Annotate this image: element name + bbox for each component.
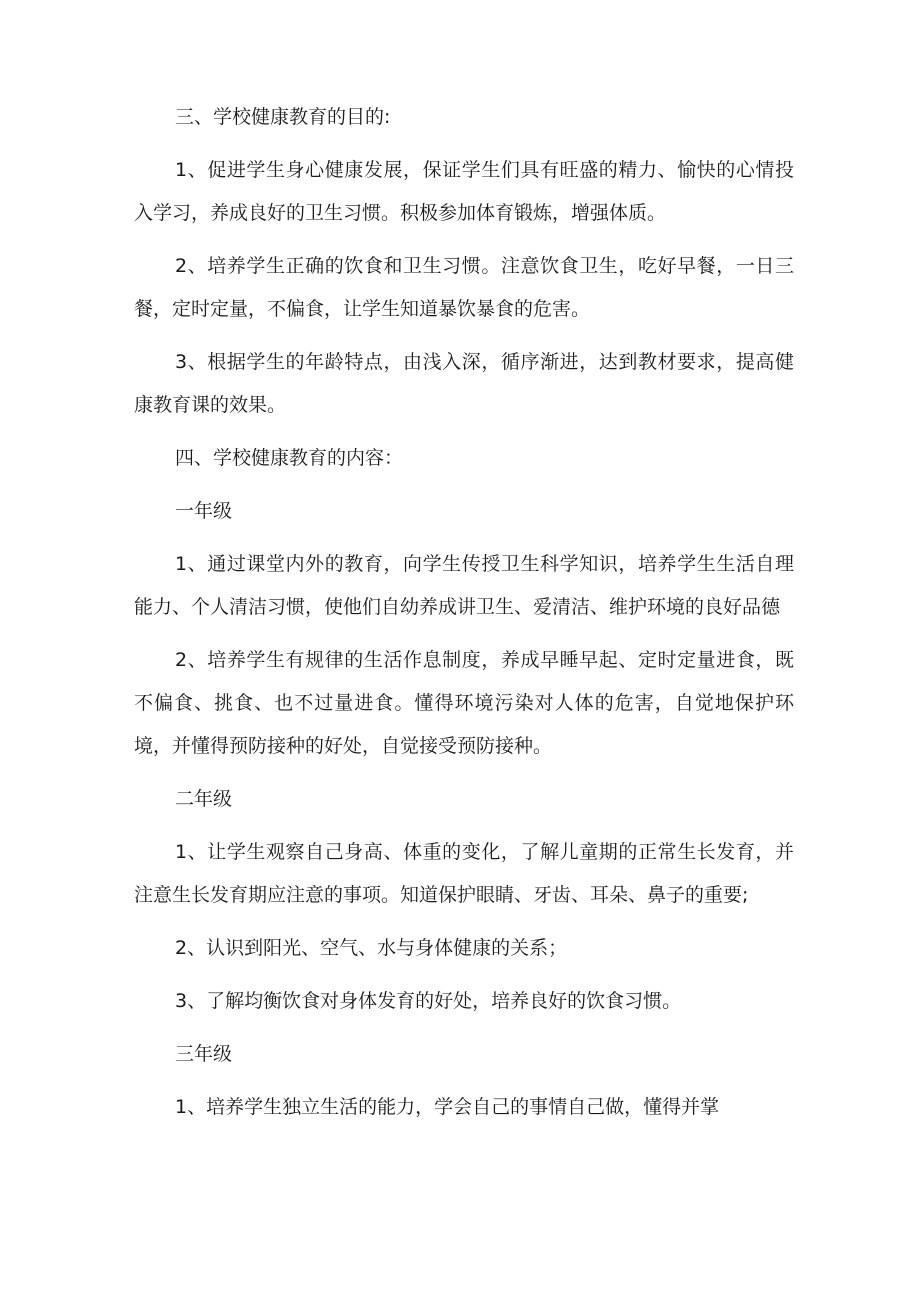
paragraph-grade2-1: 1、让学生观察自己身高、体重的变化，了解儿童期的正常生长发育，并注意生长发育期应注意的事项。知道保护眼睛、牙齿、耳朵、鼻子的重要; bbox=[134, 841, 794, 906]
paragraph-purpose-2: 2、培养学生正确的饮食和卫生习惯。注意饮食卫生，吃好早餐，一日三餐，定时定量，不偏食，让学生知道暴饮暴食的危害。 bbox=[134, 255, 794, 320]
paragraph-grade2-2: 2、认识到阳光、空气、水与身体健康的关系； bbox=[175, 937, 568, 959]
paragraph-grade3-1: 1、培养学生独立生活的能力，学会自己的事情自己做，懂得并掌 bbox=[175, 1096, 720, 1118]
paragraph-purpose-1: 1、促进学生身心健康发展，保证学生们具有旺盛的精力、愉快的心情投入学习，养成良好的卫生习惯。积极参加体育锻炼，增强体质。 bbox=[134, 159, 794, 224]
paragraph-grade1-2: 2、培养学生有规律的生活作息制度，养成早睡早起、定时定量进食，既不偏食、挑食、也不过量进食。懂得环境污染对人体的危害，自觉地保护环境，并懂得预防接种的好处，自觉接受预防接种。 bbox=[134, 649, 794, 757]
document-body bbox=[134, 96, 794, 1139]
grade-heading-3: 三年级 bbox=[175, 1043, 233, 1065]
grade-heading-2: 二年级 bbox=[175, 788, 233, 810]
section-heading-purpose: 三、学校健康教育的目的: bbox=[175, 106, 391, 128]
section-heading-content: 四、学校健康教育的内容： bbox=[175, 447, 404, 469]
paragraph-grade2-3: 3、了解均衡饮食对身体发育的好处，培养良好的饮食习惯。 bbox=[175, 990, 682, 1012]
grade-heading-1: 一年级 bbox=[175, 500, 233, 522]
paragraph-grade1-1: 1、通过课堂内外的教育，向学生传授卫生科学知识，培养学生生活自理能力、个人清洁习惯，使他们自幼养成讲卫生、爱清洁、维护环境的良好品德 bbox=[134, 553, 794, 618]
paragraph-purpose-3: 3、根据学生的年龄特点，由浅入深，循序渐进，达到教材要求，提高健康教育课的效果。 bbox=[134, 351, 794, 416]
